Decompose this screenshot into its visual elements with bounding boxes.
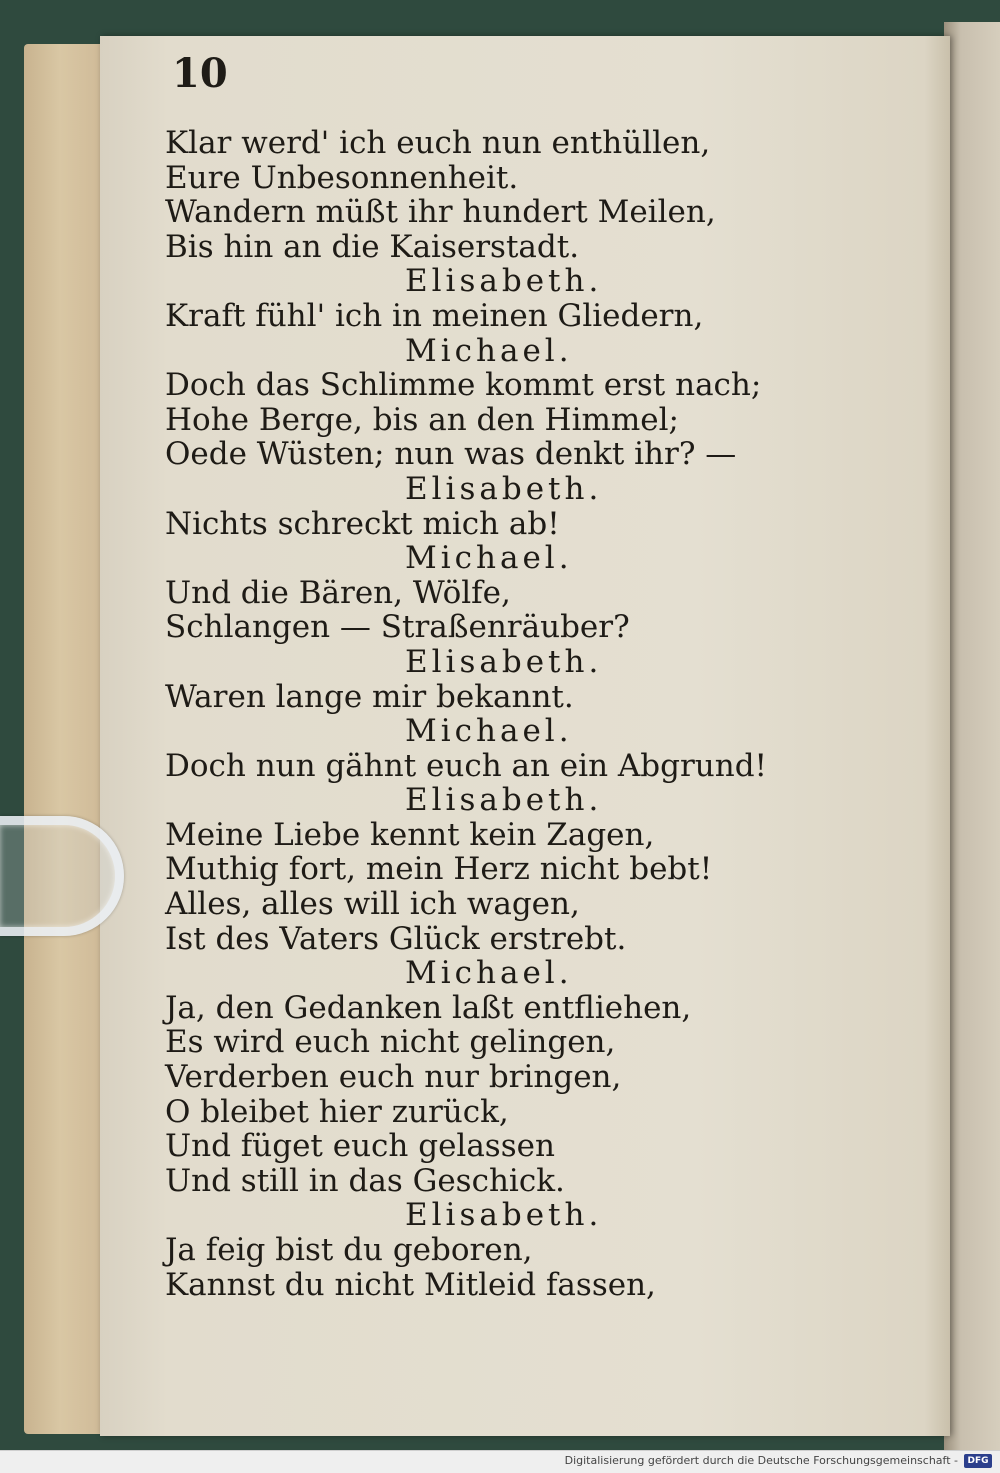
verse-line: Und die Bären, Wölfe, bbox=[165, 574, 511, 611]
verse-line: Alles, alles will ich wagen, bbox=[165, 886, 580, 923]
footer-bar bbox=[0, 1450, 1000, 1473]
verse-line: Waren lange mir bekannt. bbox=[165, 678, 574, 715]
verse-line: Und füget euch gelassen bbox=[165, 1128, 555, 1165]
footer-credit: Digitalisierung gefördert durch die Deutsche Forschungsgemeinschaft - bbox=[564, 1454, 958, 1467]
verse-line: Hohe Berge, bis an den Himmel; bbox=[165, 401, 679, 438]
verse-line: Oede Wüsten; nun was denkt ihr? — bbox=[165, 436, 737, 473]
dfg-logo: DFG bbox=[964, 1454, 992, 1468]
facing-page-edge bbox=[944, 22, 1000, 1450]
speaker-name: Michael. bbox=[405, 332, 573, 369]
verse-line: Nichts schreckt mich ab! bbox=[165, 505, 560, 542]
speaker-name: Michael. bbox=[405, 540, 573, 577]
verse-line: Es wird euch nicht gelingen, bbox=[165, 1024, 616, 1061]
speaker-name: Elisabeth. bbox=[405, 1197, 603, 1234]
speaker-name: Elisabeth. bbox=[405, 263, 603, 300]
verse-text-block bbox=[165, 125, 768, 1303]
verse-line: Ja feig bist du geboren, bbox=[165, 1232, 533, 1268]
verse-line: Bis hin an die Kaiserstadt. bbox=[165, 228, 580, 265]
speaker-name: Elisabeth. bbox=[405, 643, 603, 680]
verse-line: Wandern müßt ihr hundert Meilen, bbox=[165, 194, 716, 231]
verse-line: Muthig fort, mein Herz nicht bebt! bbox=[165, 851, 713, 888]
verse-line: Schlangen — Straßenräuber? bbox=[165, 609, 630, 646]
speaker-name: Elisabeth. bbox=[405, 470, 603, 507]
verse-line: Eure Unbesonnenheit. bbox=[165, 159, 519, 196]
page-clip bbox=[0, 816, 124, 936]
speaker-name: Michael. bbox=[405, 713, 573, 750]
verse-line: Doch nun gähnt euch an ein Abgrund! bbox=[165, 747, 768, 784]
speaker-name: Michael. bbox=[405, 955, 573, 992]
verse-line: Kraft fühl' ich in meinen Gliedern, bbox=[165, 297, 704, 334]
verse-line: Kannst du nicht Mitleid fassen, bbox=[165, 1266, 656, 1303]
page-number: 10 bbox=[172, 50, 228, 97]
verse-line: Und still in das Geschick. bbox=[165, 1162, 565, 1199]
verse-line: Klar werd' ich euch nun enthüllen, bbox=[165, 125, 711, 161]
verse-line: Ist des Vaters Glück erstrebt. bbox=[165, 920, 627, 957]
verse-line: Verderben euch nur bringen, bbox=[165, 1059, 622, 1096]
verse-line: Ja, den Gedanken laßt entfliehen, bbox=[165, 989, 692, 1026]
verse-line: Doch das Schlimme kommt erst nach; bbox=[165, 367, 762, 404]
verse-line: Meine Liebe kennt kein Zagen, bbox=[165, 816, 655, 853]
speaker-name: Elisabeth. bbox=[405, 782, 603, 819]
verse-line: O bleibet hier zurück, bbox=[165, 1093, 509, 1130]
